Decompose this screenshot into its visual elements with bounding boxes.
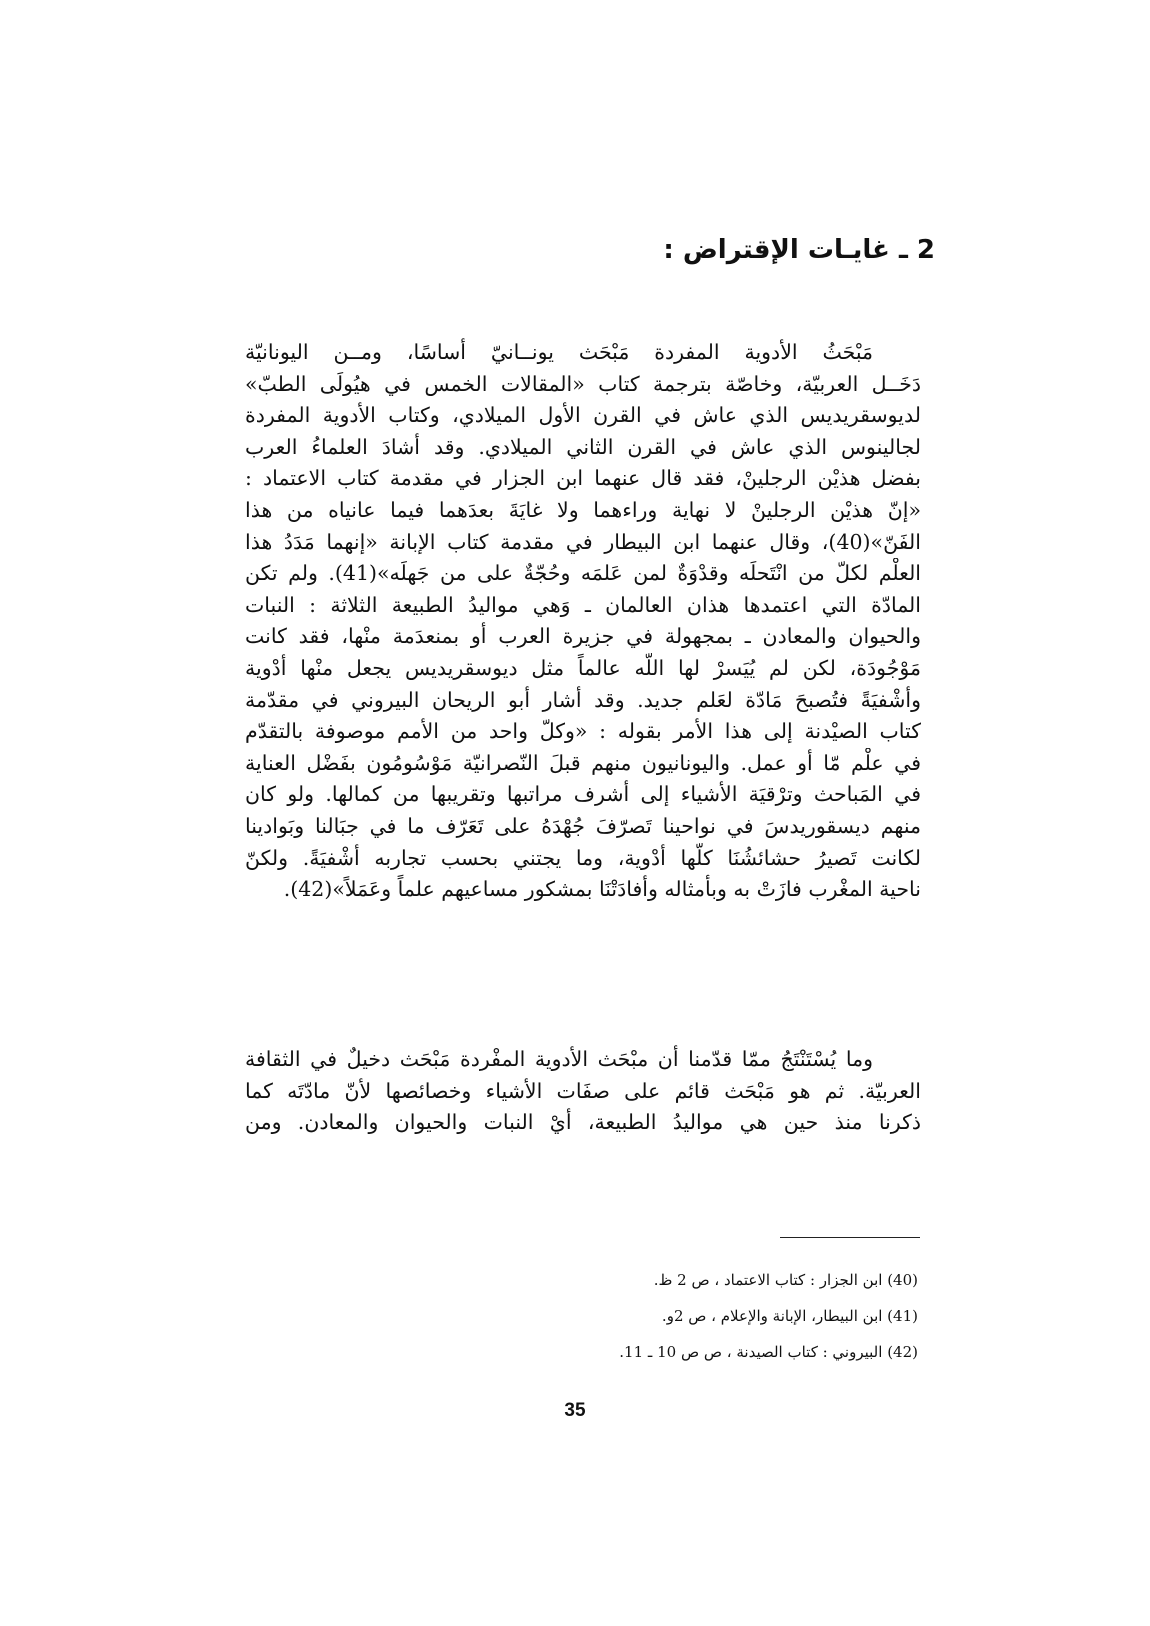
text-line: منهم ديسقوريدسَ في نواحينا تَصرّفَ جُهْدَهُ على تَعَرّف ما في جبَالنا وبَوادينا (245, 813, 921, 838)
text-line: دَخَــل العربيّة، وخاصّة بترجمة كتاب «المقالات الخمس في هيُولَى الطبّ» (245, 371, 921, 396)
text-line: ناحية المغْرب فازَتْ به وبأمثاله وأفادَتْنَا بمشكور مساعيهم علماً وعَمَلاً»(42). (283, 877, 921, 902)
text-line: مَوْجُودَة، لكن لم يُيَسرْ لها اللّه عالماً مثل ديوسقريديس يجعل منْها أدْوية (245, 655, 921, 680)
text-line: لكانت تَصيرُ حشائشُنَا كلّها أدْوية، وما يجتني بحسب تجاربه أشْفيَةً. ولكنّ (245, 845, 921, 870)
footnote-separator (780, 1237, 920, 1238)
paragraph-2 (245, 1044, 921, 1139)
paragraph-1 (245, 337, 921, 906)
footnote-40: (40) ابن الجزار : كتاب الاعتماد ، ص 2 ظ. (653, 1271, 918, 1289)
footnote-42: (42) البيروني : كتاب الصيدنة ، ص ص 10 ـ 11. (619, 1343, 918, 1361)
text-line: ذكرنا منذ حين هي مواليدُ الطبيعة، أيْ النبات والحيوان والمعادن. ومن (245, 1110, 921, 1135)
section-heading: 2 ـ غايـات الإقتراض : (663, 235, 935, 265)
text-line: في المَباحث وترْقيَة الأشياء إلى أشرف مراتبها وتقريبها من كمالها. ولو كان (245, 782, 921, 807)
text-line: مَبْحَثُ الأدوية المفردة مَبْحَث يونــانيّ أساسًا، ومــن اليونانيّة (245, 340, 873, 364)
text-line: لديوسقريديس الذي عاش في القرن الأول الميلادي، وكتاب الأدوية المفردة (245, 403, 921, 428)
text-line: لجالينوس الذي عاش في القرن الثاني الميلادي. وقد أشادَ العلماءُ العرب (245, 434, 921, 459)
text-line: العلْم لكلّ من انْتَحلَه وقدْوَةٌ لمن عَلمَه وحُجّةٌ على من جَهلَه»(41). ولم تكن (245, 561, 921, 586)
text-line: العربيّة. ثم هو مَبْحَث قائم على صفَات الأشياء وخصائصها لأنّ مادّتَه كما (245, 1078, 921, 1103)
footnotes (619, 1262, 918, 1370)
text-line: «إنّ هذيْن الرجلينْ لا نهاية وراءهما ولا غايَةَ بعدَهما فيما عانياه من هذا (245, 497, 921, 522)
text-line: في علْم مّا أو عمل. واليونانيون منهم قبلَ النّصرانيّة مَوْسُومُون بفَضْل العناية (245, 750, 921, 775)
text-line: بفضل هذيْن الرجلينْ، فقد قال عنهما ابن الجزار في مقدمة كتاب الاعتماد : (245, 466, 921, 491)
text-line: كتاب الصيْدنة إلى هذا الأمر بقوله : «وكلّ واحد من الأمم موصوفة بالتقدّم (245, 719, 921, 744)
text-line: والحيوان والمعادن ـ بمجهولة في جزيرة العرب أو بمنعدَمة منْها، فقد كانت (245, 624, 921, 649)
page-number: 35 (564, 1400, 586, 1421)
text-line: وما يُسْتَنْتَجُ ممّا قدّمنا أن مبْحَث الأدوية المفْردة مَبْحَث دخيلٌ في الثقافة (245, 1047, 873, 1071)
text-line: الفَنّ»(40)، وقال عنهما ابن البيطار في مقدمة كتاب الإبانة «إنهما مَدَدُ هذا (245, 529, 921, 554)
footnote-41: (41) ابن البيطار، الإبانة والإعلام ، ص 2و. (661, 1307, 918, 1325)
text-line: وأشْفيَةً فتُصبحَ مَادّة لعَلم جديد. وقد أشار أبو الريحان البيروني في مقدّمة (245, 687, 921, 712)
text-line: المادّة التي اعتمدها هذان العالمان ـ وَهي مواليدُ الطبيعة الثلاثة : النبات (245, 592, 921, 617)
